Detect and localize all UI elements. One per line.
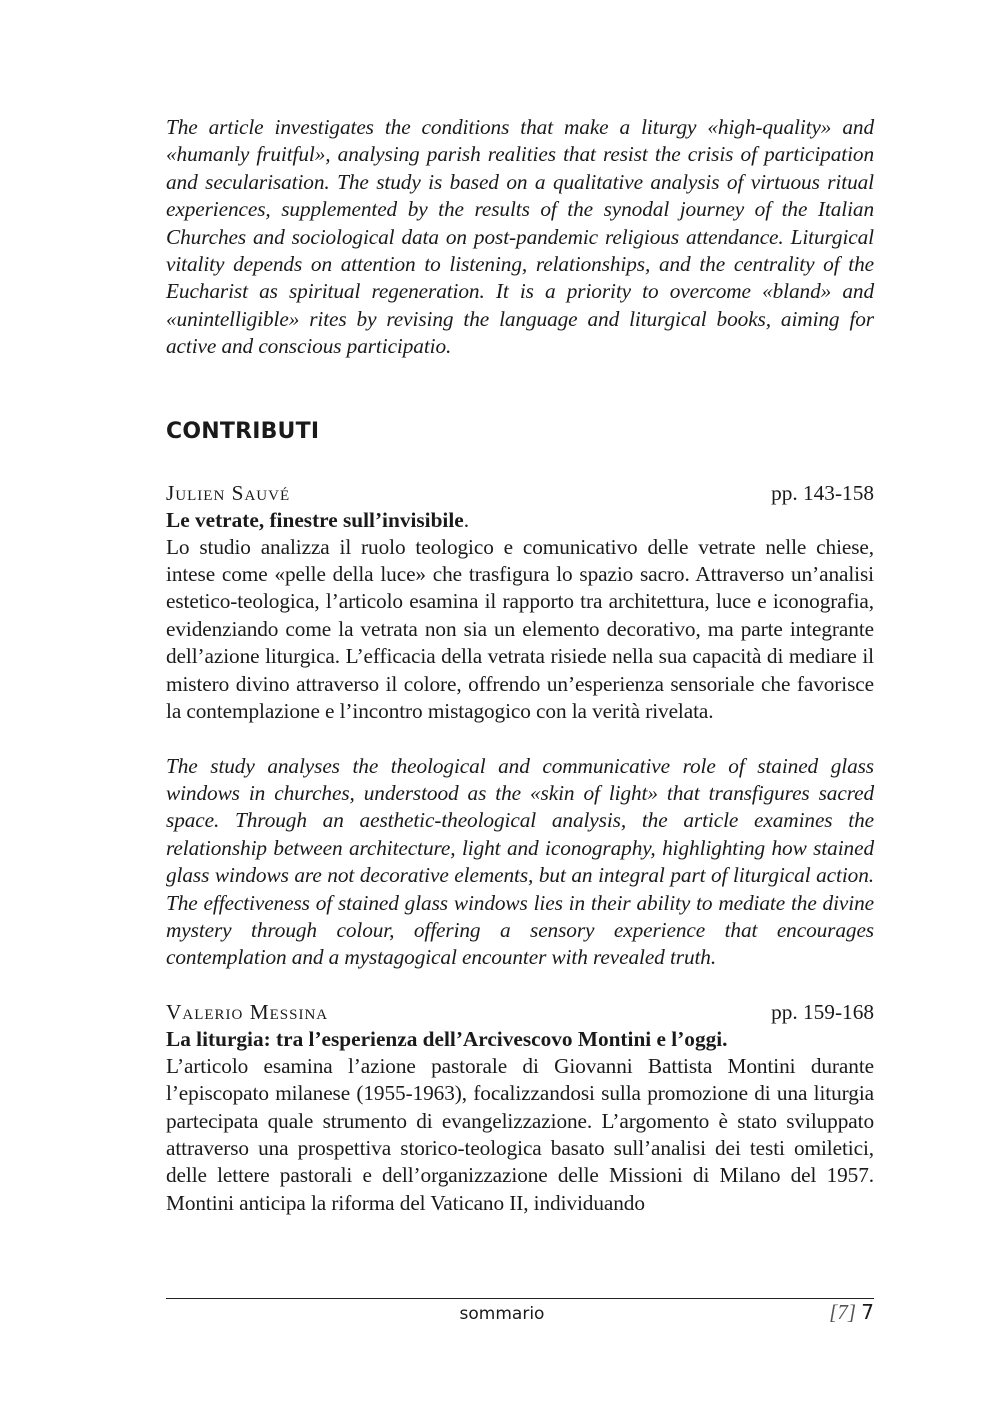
footer-label: sommario xyxy=(459,1304,545,1324)
entry-header xyxy=(166,480,874,507)
entry-abstract-en: The study analyses the theological and communicative role of stained glass windows in churches, understood as the «skin of light» that transfigures sacred space. Through an aesthetic-theological analysis, the article examines the relationship between architecture, light and iconography, highlighting how stained glass windows are not decorative elements, but an integral part of liturgical action. The effectiveness of stained glass windows lies in their ability to mediate the divine mystery through colour, offering a sensory experience that encourages contemplation and a mystagogical encounter with revealed truth. xyxy=(166,753,874,970)
entry-abstract-it: Lo studio analizza il ruolo teologico e comunicativo delle vetrate nelle chiese, intese come «pelle della luce» che trasfigura lo spazio sacro. Attraverso un’analisi estetico-teologica, l’articolo esamina il rapporto tra architettura, luce e iconografia, evidenziando come la vetrata non sia un elemento decorativo, ma parte integrante dell’azione liturgica. L’efficacia della vetrata risiede nella sua capacità di mediare il mistero divino attraverso il colore, offrendo un’esperienza sensoriale che favorisce la contemplazione e l’incontro mistagogico con la verità rivelata. xyxy=(166,534,874,724)
intro-abstract-en: The article investigates the conditions that make a liturgy «high-quality» and «humanly fruitful», analysing parish realities that resist the crisis of participation and secularisation. The study is based on a qualitative analysis of virtuous ritual experiences, supplemented by the results of the synodal journey of the Italian Churches and sociological data on post-pandemic religious attendance. Liturgical vitality depends on attention to listening, relationships, and the centrality of the Eucharist as spiritual regeneration. It is a priority to overcome «bland» and «unintelligible» rites by revising the language and liturgical books, aiming for active and conscious participatio. xyxy=(166,115,874,359)
entry-messina xyxy=(166,999,874,1217)
entry-title: La liturgia: tra l’esperienza dell’Arcivescovo Montini e l’oggi. xyxy=(166,1026,728,1051)
entry-author: Valerio Messina xyxy=(166,999,329,1024)
entry-pages: pp. 159-168 xyxy=(771,999,874,1024)
footer-divider xyxy=(166,1298,874,1299)
entry-pages: pp. 143-158 xyxy=(771,480,874,505)
footer-page xyxy=(829,1300,874,1325)
footer-bracket-page: [7] xyxy=(829,1300,857,1324)
page-content xyxy=(166,114,874,1217)
entry-abstract-it: L’articolo esamina l’azione pastorale di Giovanni Battista Montini durante l’episcopato milanese (1955-1963), focalizzandosi sulla promozione di una liturgia partecipata quale strumento di evangelizzazione. L’argomento è stato sviluppato attraverso una prospettiva storico-teologica basato sull’analisi dei testi omiletici, delle lettere pastorali e dell’organizzazione delle Missioni di Milano del 1957. Montini anticipa la riforma del Vaticano II, individuando xyxy=(166,1053,874,1215)
entry-sauve xyxy=(166,480,874,972)
footer-page-number: 7 xyxy=(861,1300,874,1324)
entry-header xyxy=(166,999,874,1026)
section-title: CONTRIBUTI xyxy=(166,418,320,444)
entry-title xyxy=(166,507,874,534)
entry-title-text: Le vetrate, finestre sull’invisibile xyxy=(166,507,464,532)
entry-author: Julien Sauvé xyxy=(166,480,291,505)
entry-title-punct: . xyxy=(463,507,470,532)
